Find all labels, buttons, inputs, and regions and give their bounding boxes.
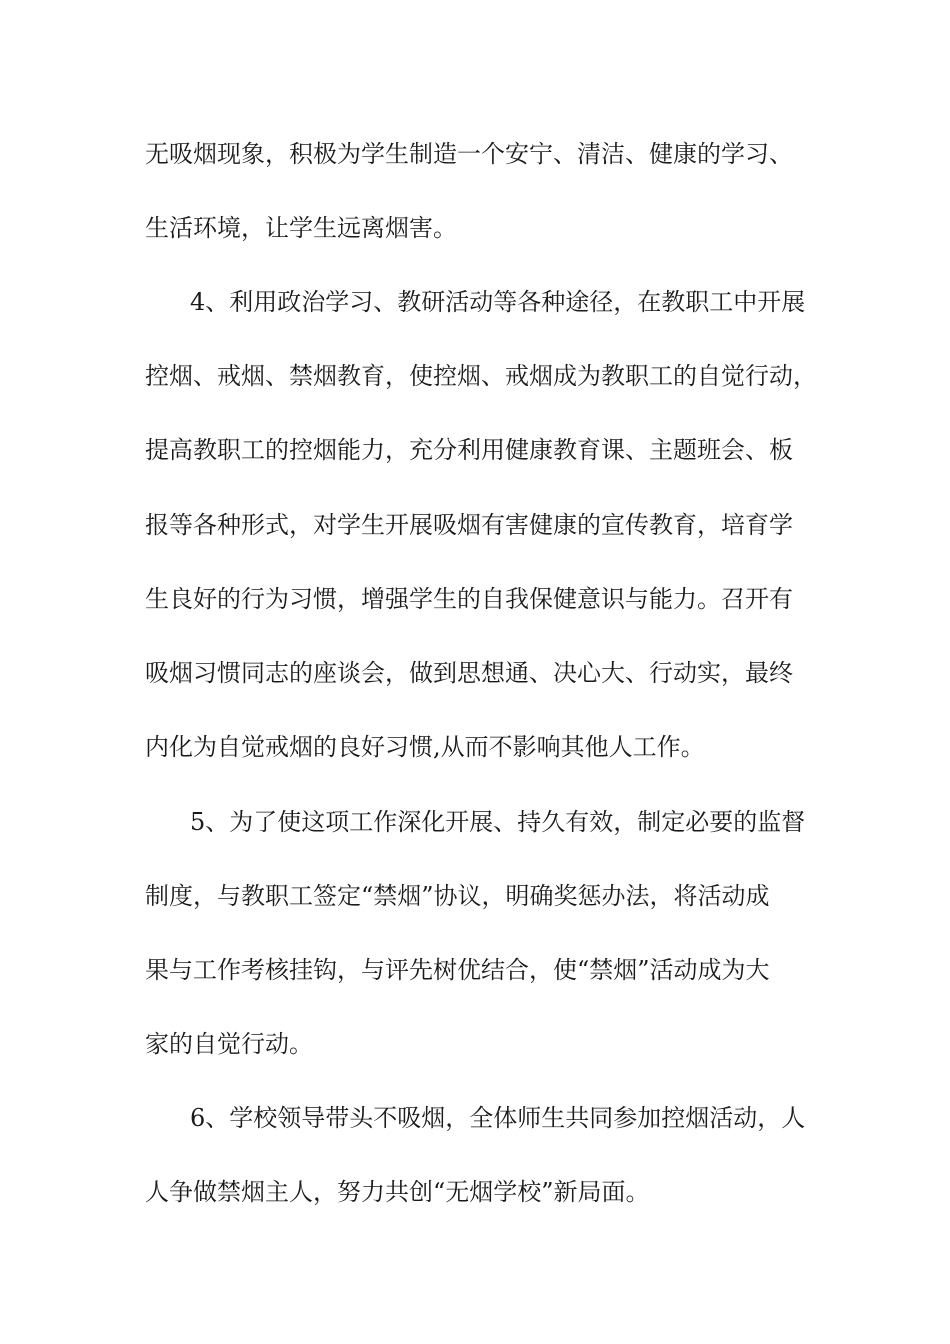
text-line: 吸烟习惯同志的座谈会，做到思想通、决心大、行动实，最终: [145, 659, 793, 687]
text-line: 提高教职工的控烟能力，充分利用健康教育课、主题班会、板: [145, 436, 793, 464]
paragraph-start-line: 4、利用政治学习、教研活动等各种途径，在教职工中开展: [190, 288, 806, 316]
text-line: 人争做禁烟主人，努力共创“无烟学校”新局面。: [145, 1178, 650, 1206]
text-line: 生活环境，让学生远离烟害。: [145, 214, 457, 242]
text-line: 果与工作考核挂钩，与评先树优结合，使“禁烟”活动成为大: [145, 956, 770, 984]
text-line: 内化为自觉戒烟的良好习惯,从而不影响其他人工作。: [145, 733, 705, 761]
text-line: 生良好的行为习惯，增强学生的自我保健意识与能力。召开有: [145, 585, 793, 613]
paragraph-start-line: 6、学校领导带头不吸烟，全体师生共同参加控烟活动，人: [190, 1104, 806, 1132]
text-line: 制度，与教职工签定“禁烟”协议，明确奖惩办法，将活动成: [145, 882, 770, 910]
text-line: 家的自觉行动。: [145, 1030, 313, 1058]
text-line: 报等各种形式，对学生开展吸烟有害健康的宣传教育，培育学: [145, 511, 793, 539]
text-line: 无吸烟现象，积极为学生制造一个安宁、清洁、健康的学习、: [145, 140, 793, 168]
text-line: 控烟、戒烟、禁烟教育，使控烟、戒烟成为教职工的自觉行动，: [145, 362, 817, 390]
paragraph-start-line: 5、为了使这项工作深化开展、持久有效，制定必要的监督: [190, 808, 806, 836]
